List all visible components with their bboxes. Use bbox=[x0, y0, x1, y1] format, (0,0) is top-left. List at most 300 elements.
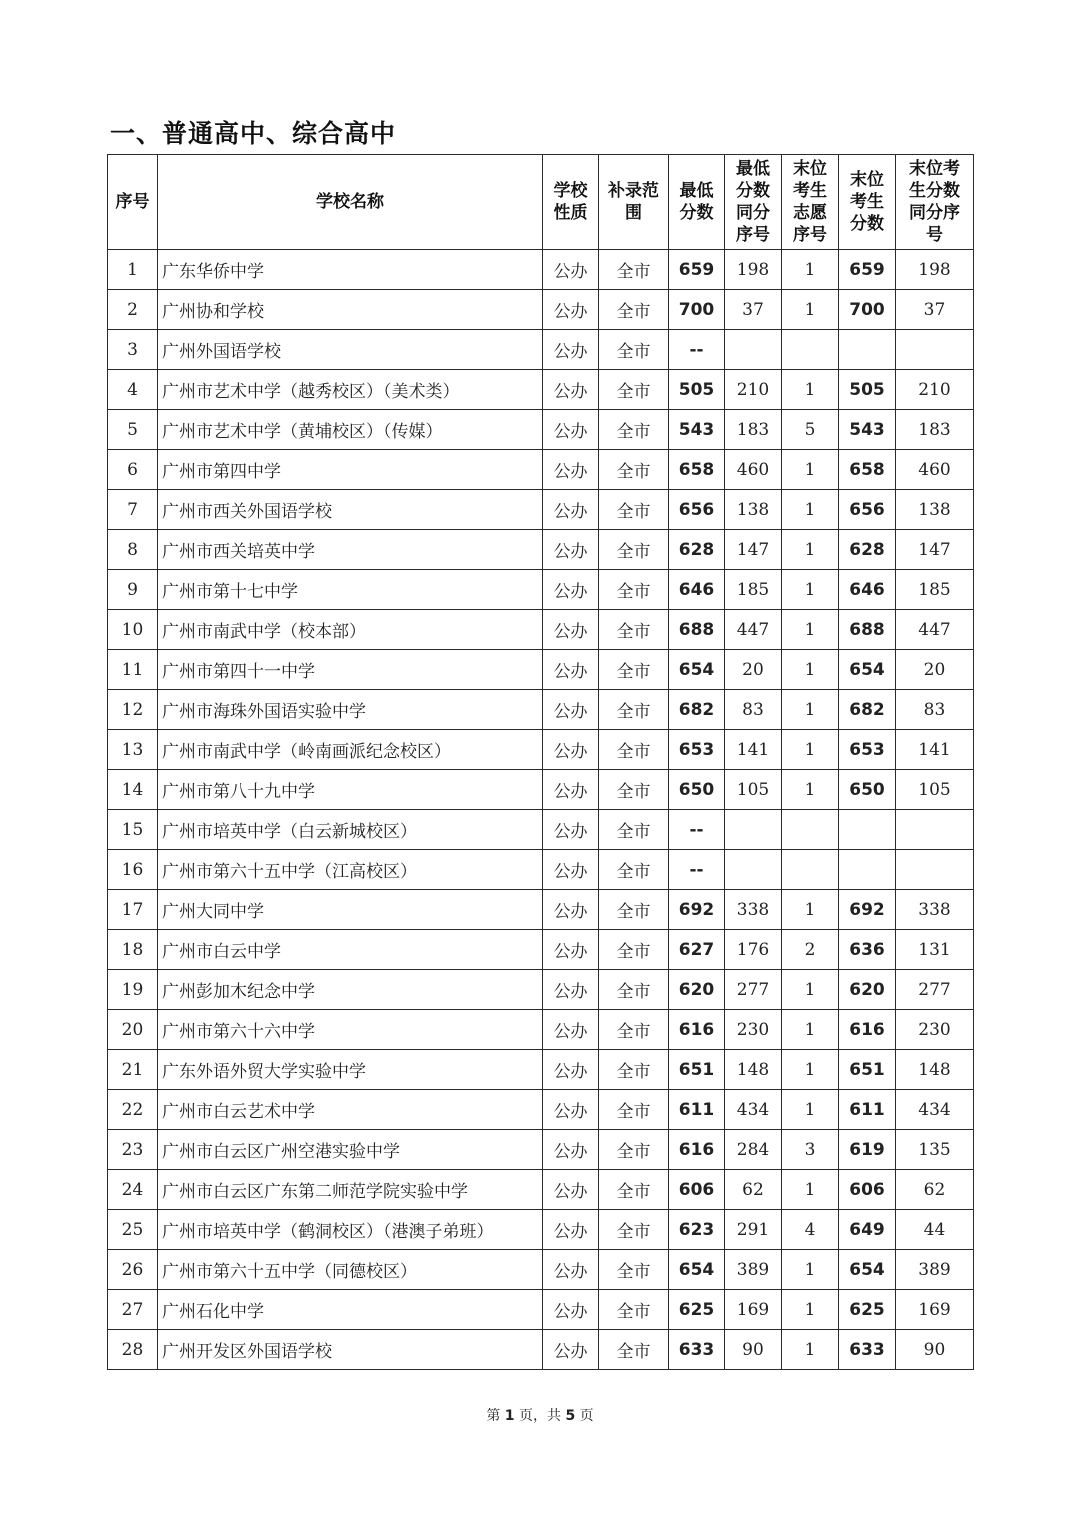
col-header-last-choice-no bbox=[782, 155, 839, 250]
cell-last-score: 636 bbox=[839, 930, 896, 970]
cell-school-type: 公办 bbox=[543, 290, 599, 330]
table-row bbox=[108, 410, 974, 450]
cell-last-choice-no: 2 bbox=[782, 930, 839, 970]
cell-last-choice-no: 5 bbox=[782, 410, 839, 450]
cell-last-score-rank bbox=[896, 850, 974, 890]
section-title: 一、普通高中、综合高中 bbox=[110, 119, 397, 148]
cell-last-choice-no: 1 bbox=[782, 1090, 839, 1130]
col-header-label: 学校性质 bbox=[553, 181, 588, 223]
cell-min-score: -- bbox=[669, 850, 725, 890]
table-row bbox=[108, 1330, 974, 1370]
cell-index: 15 bbox=[108, 810, 158, 850]
cell-last-score-rank: 338 bbox=[896, 890, 974, 930]
table-row bbox=[108, 850, 974, 890]
cell-school-type: 公办 bbox=[543, 890, 599, 930]
cell-min-score: 653 bbox=[669, 730, 725, 770]
cell-last-choice-no: 1 bbox=[782, 570, 839, 610]
cell-min-score-rank: 138 bbox=[725, 490, 782, 530]
cell-school-type: 公办 bbox=[543, 970, 599, 1010]
cell-scope: 全市 bbox=[599, 290, 669, 330]
cell-last-choice-no: 4 bbox=[782, 1210, 839, 1250]
cell-index: 27 bbox=[108, 1290, 158, 1330]
table-row bbox=[108, 730, 974, 770]
cell-school-name: 广州市白云区广东第二师范学院实验中学 bbox=[158, 1170, 543, 1210]
cell-last-score-rank: 447 bbox=[896, 610, 974, 650]
cell-last-score-rank: 434 bbox=[896, 1090, 974, 1130]
table-row bbox=[108, 690, 974, 730]
cell-last-choice-no: 1 bbox=[782, 730, 839, 770]
cell-last-score: 646 bbox=[839, 570, 896, 610]
cell-last-score-rank: 131 bbox=[896, 930, 974, 970]
cell-min-score: 628 bbox=[669, 530, 725, 570]
cell-index: 19 bbox=[108, 970, 158, 1010]
cell-index: 16 bbox=[108, 850, 158, 890]
cell-index: 25 bbox=[108, 1210, 158, 1250]
footer-total-pages: 5 bbox=[565, 1408, 576, 1424]
cell-last-choice-no bbox=[782, 810, 839, 850]
table-row bbox=[108, 610, 974, 650]
cell-index: 4 bbox=[108, 370, 158, 410]
cell-last-score: 505 bbox=[839, 370, 896, 410]
col-header-school-type bbox=[543, 155, 599, 250]
cell-school-type: 公办 bbox=[543, 1330, 599, 1370]
cell-school-name: 广州大同中学 bbox=[158, 890, 543, 930]
table-row bbox=[108, 650, 974, 690]
cell-school-type: 公办 bbox=[543, 1010, 599, 1050]
cell-last-score-rank: 210 bbox=[896, 370, 974, 410]
cell-min-score: 625 bbox=[669, 1290, 725, 1330]
cell-last-choice-no: 1 bbox=[782, 1330, 839, 1370]
cell-scope: 全市 bbox=[599, 250, 669, 290]
cell-last-score-rank: 198 bbox=[896, 250, 974, 290]
cell-min-score-rank: 83 bbox=[725, 690, 782, 730]
cell-min-score-rank: 148 bbox=[725, 1050, 782, 1090]
cell-school-name: 广州市艺术中学（越秀校区）（美术类） bbox=[158, 370, 543, 410]
table-row bbox=[108, 1250, 974, 1290]
page-footer bbox=[0, 1405, 1080, 1425]
cell-last-score-rank: 185 bbox=[896, 570, 974, 610]
cell-last-score-rank: 389 bbox=[896, 1250, 974, 1290]
cell-index: 28 bbox=[108, 1330, 158, 1370]
cell-scope: 全市 bbox=[599, 570, 669, 610]
cell-school-type: 公办 bbox=[543, 1210, 599, 1250]
table-row bbox=[108, 570, 974, 610]
cell-last-score: 653 bbox=[839, 730, 896, 770]
cell-school-type: 公办 bbox=[543, 330, 599, 370]
cell-last-score-rank: 105 bbox=[896, 770, 974, 810]
cell-min-score: -- bbox=[669, 810, 725, 850]
col-header-label: 补录范围 bbox=[607, 181, 659, 223]
cell-last-score: 654 bbox=[839, 650, 896, 690]
cell-school-type: 公办 bbox=[543, 1090, 599, 1130]
cell-last-score-rank bbox=[896, 330, 974, 370]
cell-min-score: -- bbox=[669, 330, 725, 370]
cell-last-choice-no: 3 bbox=[782, 1130, 839, 1170]
cell-last-choice-no: 1 bbox=[782, 370, 839, 410]
cell-last-score-rank: 37 bbox=[896, 290, 974, 330]
cell-min-score: 654 bbox=[669, 1250, 725, 1290]
cell-index: 5 bbox=[108, 410, 158, 450]
cell-scope: 全市 bbox=[599, 1210, 669, 1250]
cell-last-score-rank: 135 bbox=[896, 1130, 974, 1170]
header-row bbox=[108, 155, 974, 250]
cell-scope: 全市 bbox=[599, 930, 669, 970]
cell-scope: 全市 bbox=[599, 850, 669, 890]
cell-last-score-rank: 62 bbox=[896, 1170, 974, 1210]
cell-school-name: 广州市第四中学 bbox=[158, 450, 543, 490]
cell-min-score-rank: 20 bbox=[725, 650, 782, 690]
cell-last-choice-no: 1 bbox=[782, 1010, 839, 1050]
cell-min-score: 650 bbox=[669, 770, 725, 810]
cell-min-score: 646 bbox=[669, 570, 725, 610]
table-row bbox=[108, 1050, 974, 1090]
cell-last-score: 692 bbox=[839, 890, 896, 930]
col-header-index bbox=[108, 155, 158, 250]
cell-index: 1 bbox=[108, 250, 158, 290]
cell-min-score-rank: 389 bbox=[725, 1250, 782, 1290]
cell-last-choice-no: 1 bbox=[782, 1170, 839, 1210]
cell-school-type: 公办 bbox=[543, 370, 599, 410]
cell-school-type: 公办 bbox=[543, 570, 599, 610]
table-row bbox=[108, 530, 974, 570]
table-row bbox=[108, 330, 974, 370]
table-header bbox=[108, 155, 974, 250]
cell-min-score: 654 bbox=[669, 650, 725, 690]
cell-scope: 全市 bbox=[599, 450, 669, 490]
col-header-min-score-rank bbox=[725, 155, 782, 250]
cell-scope: 全市 bbox=[599, 1050, 669, 1090]
cell-index: 9 bbox=[108, 570, 158, 610]
cell-index: 6 bbox=[108, 450, 158, 490]
cell-last-score: 700 bbox=[839, 290, 896, 330]
table-body bbox=[108, 250, 974, 1370]
cell-min-score-rank: 230 bbox=[725, 1010, 782, 1050]
cell-school-name: 广州市第八十九中学 bbox=[158, 770, 543, 810]
cell-school-type: 公办 bbox=[543, 810, 599, 850]
cell-school-type: 公办 bbox=[543, 690, 599, 730]
cell-min-score-rank: 176 bbox=[725, 930, 782, 970]
table-row bbox=[108, 770, 974, 810]
cell-last-choice-no: 1 bbox=[782, 770, 839, 810]
cell-school-type: 公办 bbox=[543, 1170, 599, 1210]
cell-index: 20 bbox=[108, 1010, 158, 1050]
cell-last-score: 611 bbox=[839, 1090, 896, 1130]
cell-min-score-rank: 105 bbox=[725, 770, 782, 810]
cell-last-choice-no bbox=[782, 330, 839, 370]
cell-min-score: 543 bbox=[669, 410, 725, 450]
cell-last-score-rank: 148 bbox=[896, 1050, 974, 1090]
cell-index: 14 bbox=[108, 770, 158, 810]
cell-min-score-rank: 90 bbox=[725, 1330, 782, 1370]
cell-school-type: 公办 bbox=[543, 410, 599, 450]
cell-min-score: 659 bbox=[669, 250, 725, 290]
cell-last-score-rank: 147 bbox=[896, 530, 974, 570]
cell-last-score: 633 bbox=[839, 1330, 896, 1370]
table-row bbox=[108, 1090, 974, 1130]
cell-scope: 全市 bbox=[599, 1130, 669, 1170]
cell-school-type: 公办 bbox=[543, 770, 599, 810]
cell-last-choice-no: 1 bbox=[782, 1250, 839, 1290]
cell-last-score: 620 bbox=[839, 970, 896, 1010]
cell-min-score: 616 bbox=[669, 1130, 725, 1170]
cell-school-name: 广州市白云区广州空港实验中学 bbox=[158, 1130, 543, 1170]
cell-scope: 全市 bbox=[599, 1330, 669, 1370]
cell-min-score: 651 bbox=[669, 1050, 725, 1090]
cell-last-score: 658 bbox=[839, 450, 896, 490]
cell-min-score: 692 bbox=[669, 890, 725, 930]
cell-last-choice-no: 1 bbox=[782, 1290, 839, 1330]
cell-scope: 全市 bbox=[599, 1010, 669, 1050]
cell-last-score: 651 bbox=[839, 1050, 896, 1090]
cell-min-score: 505 bbox=[669, 370, 725, 410]
cell-scope: 全市 bbox=[599, 690, 669, 730]
cell-school-type: 公办 bbox=[543, 730, 599, 770]
cell-last-score: 682 bbox=[839, 690, 896, 730]
cell-scope: 全市 bbox=[599, 370, 669, 410]
cell-index: 11 bbox=[108, 650, 158, 690]
cell-school-name: 广州市培英中学（白云新城校区） bbox=[158, 810, 543, 850]
cell-school-type: 公办 bbox=[543, 650, 599, 690]
cell-scope: 全市 bbox=[599, 970, 669, 1010]
cell-last-choice-no: 1 bbox=[782, 450, 839, 490]
cell-school-name: 广东外语外贸大学实验中学 bbox=[158, 1050, 543, 1090]
cell-min-score-rank: 284 bbox=[725, 1130, 782, 1170]
cell-min-score-rank: 147 bbox=[725, 530, 782, 570]
cell-min-score-rank bbox=[725, 810, 782, 850]
cell-scope: 全市 bbox=[599, 890, 669, 930]
table-row bbox=[108, 490, 974, 530]
cell-school-type: 公办 bbox=[543, 610, 599, 650]
cell-last-score bbox=[839, 850, 896, 890]
cell-school-name: 广州协和学校 bbox=[158, 290, 543, 330]
cell-min-score-rank: 277 bbox=[725, 970, 782, 1010]
table-row bbox=[108, 370, 974, 410]
table-row bbox=[108, 250, 974, 290]
cell-school-name: 广州市西关外国语学校 bbox=[158, 490, 543, 530]
cell-last-score-rank: 90 bbox=[896, 1330, 974, 1370]
cell-min-score-rank: 169 bbox=[725, 1290, 782, 1330]
cell-school-name: 广州市第十七中学 bbox=[158, 570, 543, 610]
cell-index: 7 bbox=[108, 490, 158, 530]
cell-min-score-rank: 338 bbox=[725, 890, 782, 930]
cell-index: 18 bbox=[108, 930, 158, 970]
col-header-school-name bbox=[158, 155, 543, 250]
cell-scope: 全市 bbox=[599, 810, 669, 850]
cell-last-score-rank: 83 bbox=[896, 690, 974, 730]
cell-last-choice-no: 1 bbox=[782, 290, 839, 330]
cell-school-name: 广东华侨中学 bbox=[158, 250, 543, 290]
cell-last-score: 616 bbox=[839, 1010, 896, 1050]
col-header-label: 末位考生分数 bbox=[850, 170, 884, 234]
cell-min-score: 658 bbox=[669, 450, 725, 490]
cell-scope: 全市 bbox=[599, 650, 669, 690]
cell-last-score: 649 bbox=[839, 1210, 896, 1250]
cell-min-score: 700 bbox=[669, 290, 725, 330]
cell-index: 8 bbox=[108, 530, 158, 570]
footer-suffix: 页 bbox=[579, 1408, 594, 1424]
cell-school-name: 广州市南武中学（岭南画派纪念校区） bbox=[158, 730, 543, 770]
cell-school-name: 广州市培英中学（鹤洞校区）（港澳子弟班） bbox=[158, 1210, 543, 1250]
cell-min-score-rank: 434 bbox=[725, 1090, 782, 1130]
col-header-last-score-rank bbox=[896, 155, 974, 250]
cell-school-type: 公办 bbox=[543, 530, 599, 570]
cell-scope: 全市 bbox=[599, 1250, 669, 1290]
cell-school-type: 公办 bbox=[543, 1250, 599, 1290]
cell-school-name: 广州市第六十五中学（同德校区） bbox=[158, 1250, 543, 1290]
cell-scope: 全市 bbox=[599, 410, 669, 450]
cell-scope: 全市 bbox=[599, 1090, 669, 1130]
cell-last-score-rank: 20 bbox=[896, 650, 974, 690]
col-header-label: 末位考生志愿序号 bbox=[793, 159, 827, 245]
cell-school-name: 广州市西关培英中学 bbox=[158, 530, 543, 570]
cell-scope: 全市 bbox=[599, 610, 669, 650]
cell-index: 3 bbox=[108, 330, 158, 370]
table-row bbox=[108, 810, 974, 850]
footer-middle: 页，共 bbox=[519, 1408, 561, 1424]
cell-last-score-rank: 460 bbox=[896, 450, 974, 490]
cell-school-name: 广州市南武中学（校本部） bbox=[158, 610, 543, 650]
cell-last-choice-no bbox=[782, 850, 839, 890]
cell-min-score-rank: 460 bbox=[725, 450, 782, 490]
cell-last-score: 688 bbox=[839, 610, 896, 650]
cell-last-score: 659 bbox=[839, 250, 896, 290]
cell-min-score: 611 bbox=[669, 1090, 725, 1130]
cell-school-name: 广州彭加木纪念中学 bbox=[158, 970, 543, 1010]
cell-school-type: 公办 bbox=[543, 930, 599, 970]
footer-prefix: 第 bbox=[486, 1408, 501, 1424]
cell-school-name: 广州石化中学 bbox=[158, 1290, 543, 1330]
cell-index: 24 bbox=[108, 1170, 158, 1210]
cell-last-score-rank: 277 bbox=[896, 970, 974, 1010]
cell-school-type: 公办 bbox=[543, 1050, 599, 1090]
cell-scope: 全市 bbox=[599, 490, 669, 530]
cell-last-score: 606 bbox=[839, 1170, 896, 1210]
cell-last-choice-no: 1 bbox=[782, 250, 839, 290]
cell-school-name: 广州市艺术中学（黄埔校区）（传媒） bbox=[158, 410, 543, 450]
cell-min-score: 688 bbox=[669, 610, 725, 650]
cell-min-score: 620 bbox=[669, 970, 725, 1010]
cell-scope: 全市 bbox=[599, 530, 669, 570]
cell-last-score-rank: 44 bbox=[896, 1210, 974, 1250]
cell-last-score: 543 bbox=[839, 410, 896, 450]
cell-index: 22 bbox=[108, 1090, 158, 1130]
col-header-scope bbox=[599, 155, 669, 250]
cell-last-choice-no: 1 bbox=[782, 890, 839, 930]
footer-page-number: 1 bbox=[504, 1408, 515, 1424]
cell-last-choice-no: 1 bbox=[782, 1050, 839, 1090]
cell-index: 13 bbox=[108, 730, 158, 770]
cell-index: 23 bbox=[108, 1130, 158, 1170]
cell-school-type: 公办 bbox=[543, 490, 599, 530]
cell-min-score-rank bbox=[725, 850, 782, 890]
cell-scope: 全市 bbox=[599, 330, 669, 370]
cell-school-name: 广州市第六十五中学（江高校区） bbox=[158, 850, 543, 890]
cell-min-score: 616 bbox=[669, 1010, 725, 1050]
cell-index: 17 bbox=[108, 890, 158, 930]
cell-min-score: 606 bbox=[669, 1170, 725, 1210]
cell-scope: 全市 bbox=[599, 1170, 669, 1210]
cell-min-score-rank: 291 bbox=[725, 1210, 782, 1250]
cell-min-score: 682 bbox=[669, 690, 725, 730]
cell-school-name: 广州市第四十一中学 bbox=[158, 650, 543, 690]
cell-min-score-rank bbox=[725, 330, 782, 370]
cell-last-score-rank: 230 bbox=[896, 1010, 974, 1050]
table-row bbox=[108, 1130, 974, 1170]
cell-school-type: 公办 bbox=[543, 1290, 599, 1330]
cell-min-score-rank: 447 bbox=[725, 610, 782, 650]
cell-scope: 全市 bbox=[599, 1290, 669, 1330]
col-header-label: 最低分数同分序号 bbox=[736, 159, 770, 245]
table-row bbox=[108, 450, 974, 490]
table-row bbox=[108, 1010, 974, 1050]
cell-school-name: 广州开发区外国语学校 bbox=[158, 1330, 543, 1370]
cell-last-choice-no: 1 bbox=[782, 610, 839, 650]
cell-last-choice-no: 1 bbox=[782, 530, 839, 570]
table-row bbox=[108, 290, 974, 330]
cell-last-score: 625 bbox=[839, 1290, 896, 1330]
cell-last-choice-no: 1 bbox=[782, 650, 839, 690]
table-row bbox=[108, 930, 974, 970]
cell-min-score-rank: 183 bbox=[725, 410, 782, 450]
col-header-label: 序号 bbox=[115, 192, 150, 212]
cell-min-score: 627 bbox=[669, 930, 725, 970]
table-row bbox=[108, 890, 974, 930]
col-header-label: 最低分数 bbox=[679, 181, 714, 223]
cell-last-score-rank: 169 bbox=[896, 1290, 974, 1330]
cell-last-score-rank: 183 bbox=[896, 410, 974, 450]
cell-index: 21 bbox=[108, 1050, 158, 1090]
cell-min-score: 623 bbox=[669, 1210, 725, 1250]
col-header-label: 末位考生分数同分序号 bbox=[908, 159, 960, 245]
cell-school-name: 广州市白云艺术中学 bbox=[158, 1090, 543, 1130]
cell-min-score-rank: 37 bbox=[725, 290, 782, 330]
table-row bbox=[108, 1290, 974, 1330]
cell-min-score-rank: 62 bbox=[725, 1170, 782, 1210]
col-header-last-score bbox=[839, 155, 896, 250]
cell-school-name: 广州外国语学校 bbox=[158, 330, 543, 370]
cell-last-score-rank bbox=[896, 810, 974, 850]
cell-index: 10 bbox=[108, 610, 158, 650]
cell-last-score: 650 bbox=[839, 770, 896, 810]
table-row bbox=[108, 1170, 974, 1210]
admission-score-table bbox=[107, 154, 974, 1370]
cell-school-name: 广州市白云中学 bbox=[158, 930, 543, 970]
table-row bbox=[108, 1210, 974, 1250]
cell-school-name: 广州市海珠外国语实验中学 bbox=[158, 690, 543, 730]
cell-school-name: 广州市第六十六中学 bbox=[158, 1010, 543, 1050]
cell-last-score: 656 bbox=[839, 490, 896, 530]
cell-min-score-rank: 141 bbox=[725, 730, 782, 770]
cell-last-choice-no: 1 bbox=[782, 690, 839, 730]
cell-last-score-rank: 141 bbox=[896, 730, 974, 770]
cell-min-score-rank: 210 bbox=[725, 370, 782, 410]
cell-min-score: 656 bbox=[669, 490, 725, 530]
cell-min-score-rank: 185 bbox=[725, 570, 782, 610]
cell-min-score-rank: 198 bbox=[725, 250, 782, 290]
cell-school-type: 公办 bbox=[543, 450, 599, 490]
table-row bbox=[108, 970, 974, 1010]
col-header-min-score bbox=[669, 155, 725, 250]
cell-school-type: 公办 bbox=[543, 850, 599, 890]
cell-last-score: 619 bbox=[839, 1130, 896, 1170]
cell-min-score: 633 bbox=[669, 1330, 725, 1370]
cell-scope: 全市 bbox=[599, 730, 669, 770]
cell-last-score bbox=[839, 330, 896, 370]
cell-last-score bbox=[839, 810, 896, 850]
cell-index: 2 bbox=[108, 290, 158, 330]
cell-last-choice-no: 1 bbox=[782, 970, 839, 1010]
cell-school-type: 公办 bbox=[543, 1130, 599, 1170]
